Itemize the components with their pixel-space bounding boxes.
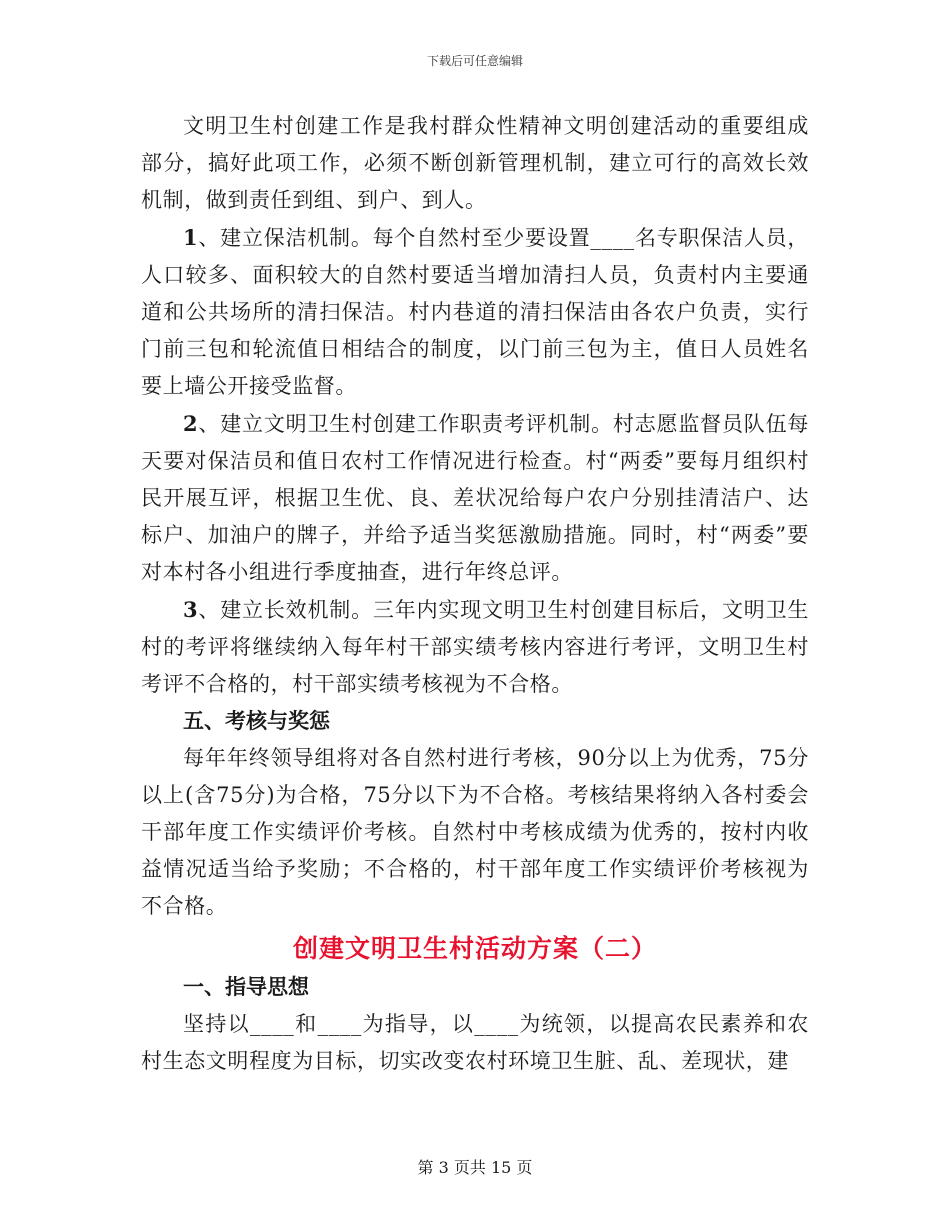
item-3-text: 、建立长效机制。三年内实现文明卫生村创建目标后，文明卫生村的考评将继续纳入每年村干部实绩考核内容进行考评，文明卫生村考评不合格的，村干部实绩考核视为不合格。 [141,598,809,696]
item-2-number: 2 [183,411,199,436]
item-1-paragraph [141,219,809,405]
section-5-heading: 五、考核与奖惩 [183,709,330,733]
document-body [141,108,809,1080]
item-2-paragraph [141,405,809,591]
page-number-footer: 第 3 页共 15 页 [417,1158,533,1177]
document-2-title: 创建文明卫生村活动方案（二） [292,934,657,963]
section-5-paragraph: 每年年终领导组将对各自然村进行考核，90分以上为优秀，75分以上(含75分)为合格，75分以下为不合格。考核结果将纳入各村委会干部年度工作实绩评价考核。自然村中考核成绩为优秀的，按村内收益情况适当给予奖励；不合格的，村干部年度工作实绩评价考核视为不合格。 [141,746,809,918]
page-header-note: 下载后可任意编辑 [426,54,523,68]
item-3-number: 3 [183,597,199,622]
item-3-paragraph [141,591,809,703]
doc2-section-1-paragraph: 坚持以____和____为指导，以____为统领，以提高农民素养和农村生态文明程度为目标，切实改变农村环境卫生脏、乱、差现状，建 [141,1012,809,1073]
doc2-section-1-heading: 一、指导思想 [183,975,309,999]
item-1-text: 、建立保洁机制。每个自然村至少要设置____名专职保洁人员，人口较多、面积较大的自然村要适当增加清扫人员，负责村内主要通道和公共场所的清扫保洁。村内巷道的清扫保洁由各农户负责，实行门前三包和轮流值日相结合的制度，以门前三包为主，值日人员姓名要上墙公开接受监督。 [141,226,809,398]
item-2-text: 、建立文明卫生村创建工作职责考评机制。村志愿监督员队伍每天要对保洁员和值日农村工作情况进行检查。村“两委”要每月组织村民开展互评，根据卫生优、良、差状况给每户农户分别挂清洁户、达标户、加油户的牌子，并给予适当奖惩激励措施。同时，村“两委”要对本村各小组进行季度抽查，进行年终总评。 [141,412,809,584]
item-1-number: 1 [183,225,199,250]
intro-paragraph: 文明卫生村创建工作是我村群众性精神文明创建活动的重要组成部分，搞好此项工作，必须不断创新管理机制，建立可行的高效长效机制，做到责任到组、到户、到人。 [141,114,809,212]
